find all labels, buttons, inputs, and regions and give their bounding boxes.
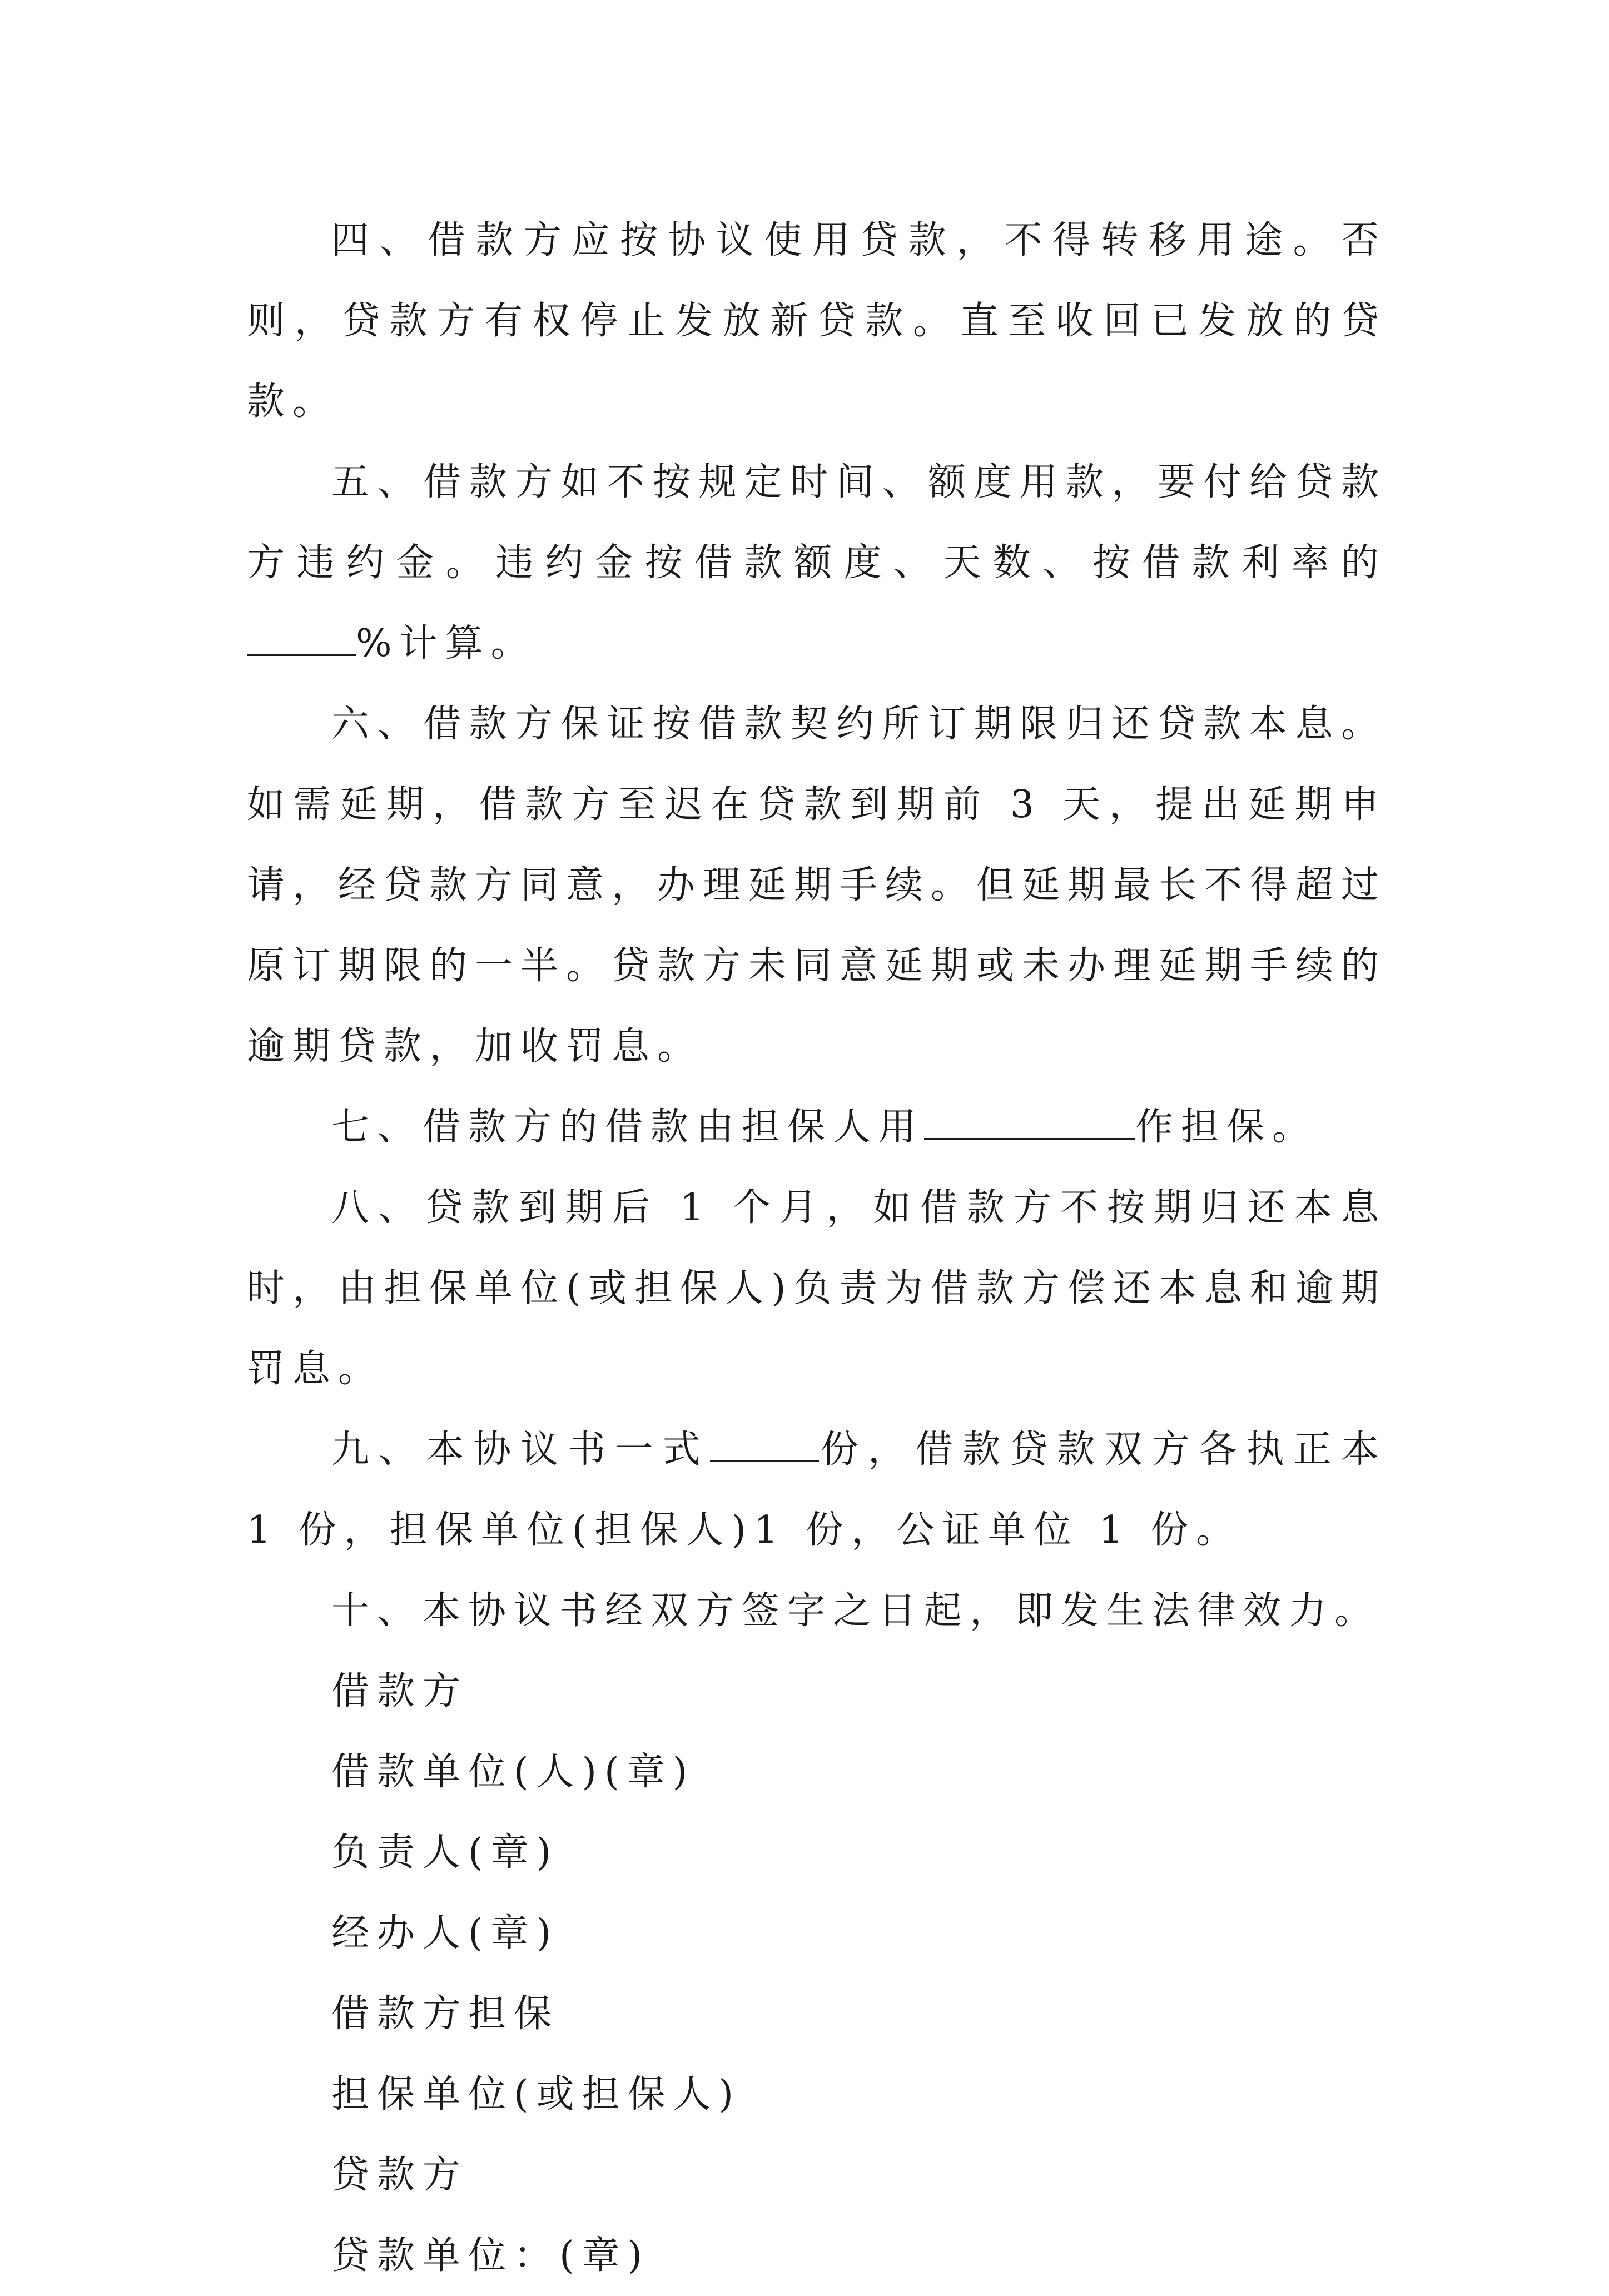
signature-borrower-unit: 借款单位(人)(章) — [331, 1750, 696, 1794]
clause-7-text-after: 作担保。 — [1135, 1105, 1318, 1149]
signature-borrower-guarantee: 借款方担保 — [331, 1992, 560, 2036]
clause-5-text-before: 五、借款方如不按规定时间、额度用款，要付给贷款方违约金。违约金按借款额度、天数、按借款利率的 — [247, 460, 1387, 585]
clause-5-blank-field — [247, 622, 356, 656]
clause-6 — [247, 684, 1387, 1087]
clause-7-text-before: 七、借款方的借款由担保人用 — [331, 1105, 925, 1149]
signature-responsible-person: 负责人(章) — [331, 1831, 559, 1875]
signature-guarantor-unit: 担保单位(或担保人) — [331, 2073, 742, 2116]
clause-10-text: 十、本协议书经双方签字之日起，即发生法律效力。 — [331, 1589, 1380, 1633]
clause-6-text: 六、借款方保证按借款契约所订期限归还贷款本息。如需延期，借款方至迟在贷款到期前 3 天，提出延期申请，经贷款方同意，办理延期手续。但延期最长不得超过原订期限的一半。贷款方未同意延期或未办理延期手续的逾期贷款，加收罚息。 — [247, 702, 1387, 1069]
clause-5 — [247, 442, 1387, 684]
document-body — [247, 200, 1387, 2296]
clause-10 — [247, 1571, 1387, 1651]
clause-4-text: 四、借款方应按协议使用贷款，不得转移用途。否则，贷款方有权停止发放新贷款。直至收回已发放的贷款。 — [247, 218, 1387, 424]
clause-7 — [247, 1087, 1387, 1167]
signature-lender-unit: 贷款单位：(章) — [331, 2234, 650, 2278]
clause-9-blank-field — [710, 1428, 819, 1462]
signature-borrower: 借款方 — [331, 1669, 469, 1713]
clause-7-blank-field — [924, 1106, 1135, 1140]
clause-5-text-after: %计算。 — [356, 622, 537, 665]
clause-4 — [247, 200, 1387, 442]
clause-9 — [247, 1409, 1387, 1571]
signature-lender: 贷款方 — [331, 2153, 469, 2197]
clause-8 — [247, 1167, 1387, 1409]
clause-9-text-after: 份，借款贷款双方各执正本 1 份，担保单位(担保人)1 份，公证单位 1 份。 — [247, 1428, 1387, 1552]
clause-9-text-before: 九、本协议书一式 — [331, 1428, 710, 1472]
clause-8-text: 八、贷款到期后 1 个月，如借款方不按期归还本息时，由担保单位(或担保人)负责为借款方偿还本息和逾期罚息。 — [247, 1186, 1387, 1391]
signature-handler: 经办人(章) — [331, 1911, 559, 1955]
